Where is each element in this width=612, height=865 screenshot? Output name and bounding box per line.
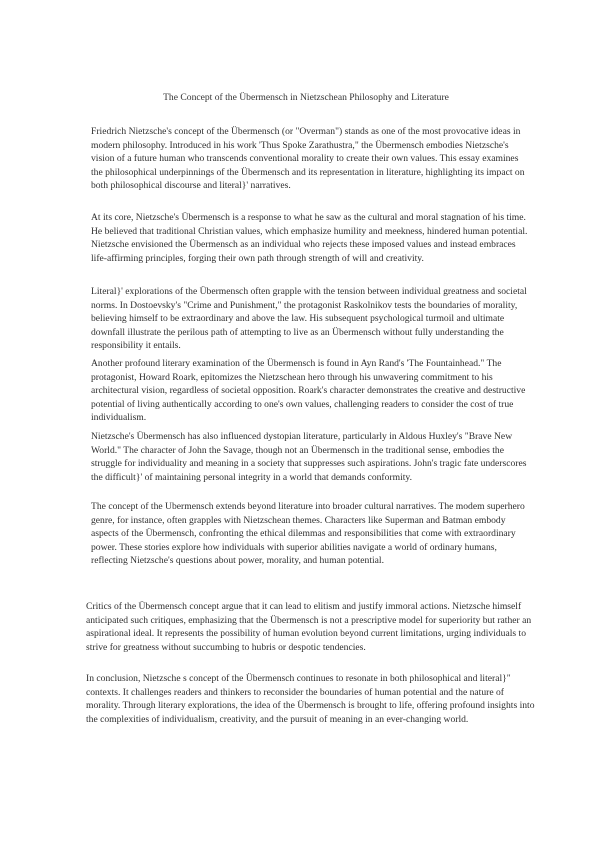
paragraph-introduction: Friedrich Nietzsche's concept of the Übermensch (or "Overman") stands as one of the most provocative ideas in modern philosophy. Introduced in his work 'Thus Spoke Zarathustra," the Übermensch embodies Nietzsche's vision of a future human who transcends conventional morality to create their own values. This essay examines the philosophical underpinnings of the Übermensch and its representation in literature, highlighting its impact on both philosophical discourse and literal}' narratives. [91, 126, 525, 192]
paragraph-brave-new-world: Nietzsche's Übermensch has also influenced dystopian literature, particularly in Aldous Huxley's "Brave New World." The character of John the Savage, though not an Übermensch in the traditional sense, embodies the struggle for individuality and meaning in a society that suppresses such aspirations. John's tragic fate underscores the difficult}' of maintaining personal integrity in a world that demands conformity. [91, 431, 527, 483]
paragraph-conclusion: In conclusion, Nietzsche s concept of the Übermensch continues to resonate in both philosophical and literal}" contexts. It challenges readers and thinkers to reconsider the boundaries of human potential and the nature of morality. Through literary explorations, the idea of the Übermensch is brought to life, offering profound insights into the complexities of individualism, creativity, and the pursuit of meaning in an ever-changing world. [86, 673, 535, 725]
paragraph-critics: Critics of the Übermensch concept argue that it can lead to elitism and justify immoral actions. Nietzsche himself anticipated such critiques, emphasizing that the Übermensch is not a prescriptive model for superiority but rather an aspirational ideal. It represents the possibility of human evolution beyond current limitations, urging individuals to strive for greatness without succumbing to hubris or despotic tendencies. [86, 601, 532, 653]
document-title: The Concept of the Übermensch in Nietzschean Philosophy and Literature [163, 92, 449, 103]
paragraph-fountainhead: Another profound literary examination of the Übermensch is found in Ayn Rand's 'The Fountainhead." The protagonist, Howard Roark, epitomizes the Nietzschean hero through his unwavering commitment to his architectural vision, regardless of societal opposition. Roark's character demonstrates the creative and destructive potential of living authentically according to one's own values, challenging readers to consider the cost of true individualism. [91, 358, 526, 424]
paragraph-superhero-genre: The concept of the Ubermensch extends beyond literature into broader cultural narratives. The modem superhero genre, for instance, often grapples with Nietzschean themes. Characters like Superman and Batman embody aspects of the Übermensch, confronting the ethical dilemmas and responsibilities that come with extraordinary power. These stories explore how individuals with superior abilities navigate a world of ordinary humans, reflecting Nietzsche's questions about power, morality, and human potential. [91, 501, 525, 567]
paragraph-dostoevsky: Literal}' explorations of the Übermensch often grapple with the tension between individual greatness and societal norms. In Dostoevsky's "Crime and Punishment," the protagonist Raskolnikov tests the boundaries of morality, believing himself to be extraordinary and above the law. His subsequent psychological turmoil and ultimate downfall illustrate the perilous path of attempting to live as an Übermensch without fully understanding the responsibility it entails. [91, 286, 527, 352]
paragraph-core-concept: At its core, Nietzsche's Übermensch is a response to what he saw as the cultural and moral stagnation of his time. He believed that traditional Christian values, which emphasize humility and meekness, hindered human potential. Nietzsche envisioned the Übermensch as an individual who rejects these imposed values and instead embraces life-affirming principles, forging their own path through strength of will and creativity. [91, 212, 528, 264]
